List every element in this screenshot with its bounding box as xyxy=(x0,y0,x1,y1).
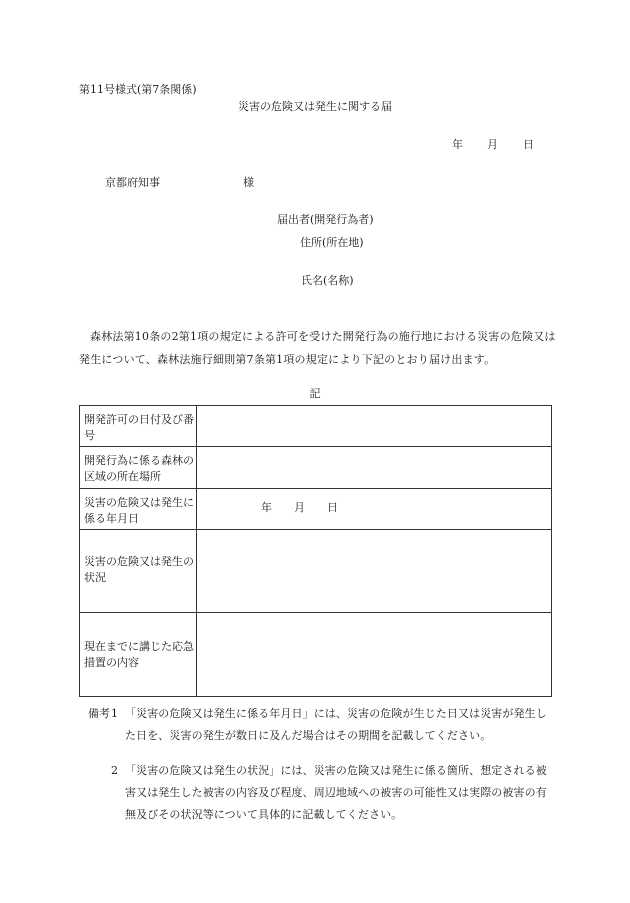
table-date-year: 年 xyxy=(261,501,272,514)
row-label-cell xyxy=(80,406,197,447)
applicant-label: 届出者(開発行為者) xyxy=(277,213,374,226)
row-label-cell xyxy=(80,489,197,530)
table-row xyxy=(80,530,552,613)
row-label-permit: 開発許可の日付及び番号 xyxy=(84,413,194,442)
table-date-month: 月 xyxy=(294,501,305,514)
table-date-day: 日 xyxy=(327,501,338,514)
permit-value-cell[interactable] xyxy=(197,406,552,447)
notes-heading: 備考 xyxy=(88,707,110,720)
row-label-location: 開発行為に係る森林の区域の所在場所 xyxy=(84,454,194,483)
note-item xyxy=(111,703,557,747)
body-paragraph: 森林法第10条の2第1項の規定による許可を受けた開発行為の施行地における災害の危険又は発生について、森林法施行細則第7条第1項の規定により下記のとおり届け出ます。 xyxy=(79,330,556,366)
form-number: 第11号様式(第7条関係) xyxy=(79,83,197,96)
date-value-cell[interactable] xyxy=(197,489,552,530)
table-row xyxy=(80,613,552,697)
row-label-cell xyxy=(80,530,197,613)
row-label-cell xyxy=(80,447,197,489)
report-table xyxy=(79,405,552,697)
date-year-label: 年 xyxy=(452,138,463,151)
ki-heading: 記 xyxy=(309,387,321,400)
row-label-date: 災害の危険又は発生に係る年月日 xyxy=(84,496,194,525)
date-month-label: 月 xyxy=(487,138,498,151)
name-label: 氏名(名称) xyxy=(301,274,354,287)
measures-value-cell[interactable] xyxy=(197,613,552,697)
addressee-honorific: 様 xyxy=(243,176,254,189)
location-value-cell[interactable] xyxy=(197,447,552,489)
document-title: 災害の危険又は発生に関する届 xyxy=(238,100,392,113)
date-day-label: 日 xyxy=(523,138,534,151)
situation-value-cell[interactable] xyxy=(197,530,552,613)
note-number: 1 xyxy=(111,707,118,720)
row-label-cell xyxy=(80,613,197,697)
table-row xyxy=(80,447,552,489)
addressee-name: 京都府知事 xyxy=(105,176,160,189)
row-label-situation: 災害の危険又は発生の状況 xyxy=(84,555,194,584)
note-text: 「災害の危険又は発生の状況」には、災害の危険又は発生に係る箇所、想定される被害又は発生した被害の内容及び程度、周辺地域への被害の可能性又は実際の被害の有無及びその状況等について具体的に記載してください。 xyxy=(125,764,547,821)
table-row xyxy=(80,406,552,447)
note-item xyxy=(111,760,557,826)
row-label-measures: 現在までに講じた応急措置の内容 xyxy=(84,640,194,669)
table-row xyxy=(80,489,552,530)
note-number: 2 xyxy=(111,764,118,777)
address-label: 住所(所在地) xyxy=(300,236,364,249)
note-text: 「災害の危険又は発生に係る年月日」には、災害の危険が生じた日又は災害が発生した日を、災害の発生が数日に及んだ場合はその期間を記載してください。 xyxy=(125,707,547,742)
